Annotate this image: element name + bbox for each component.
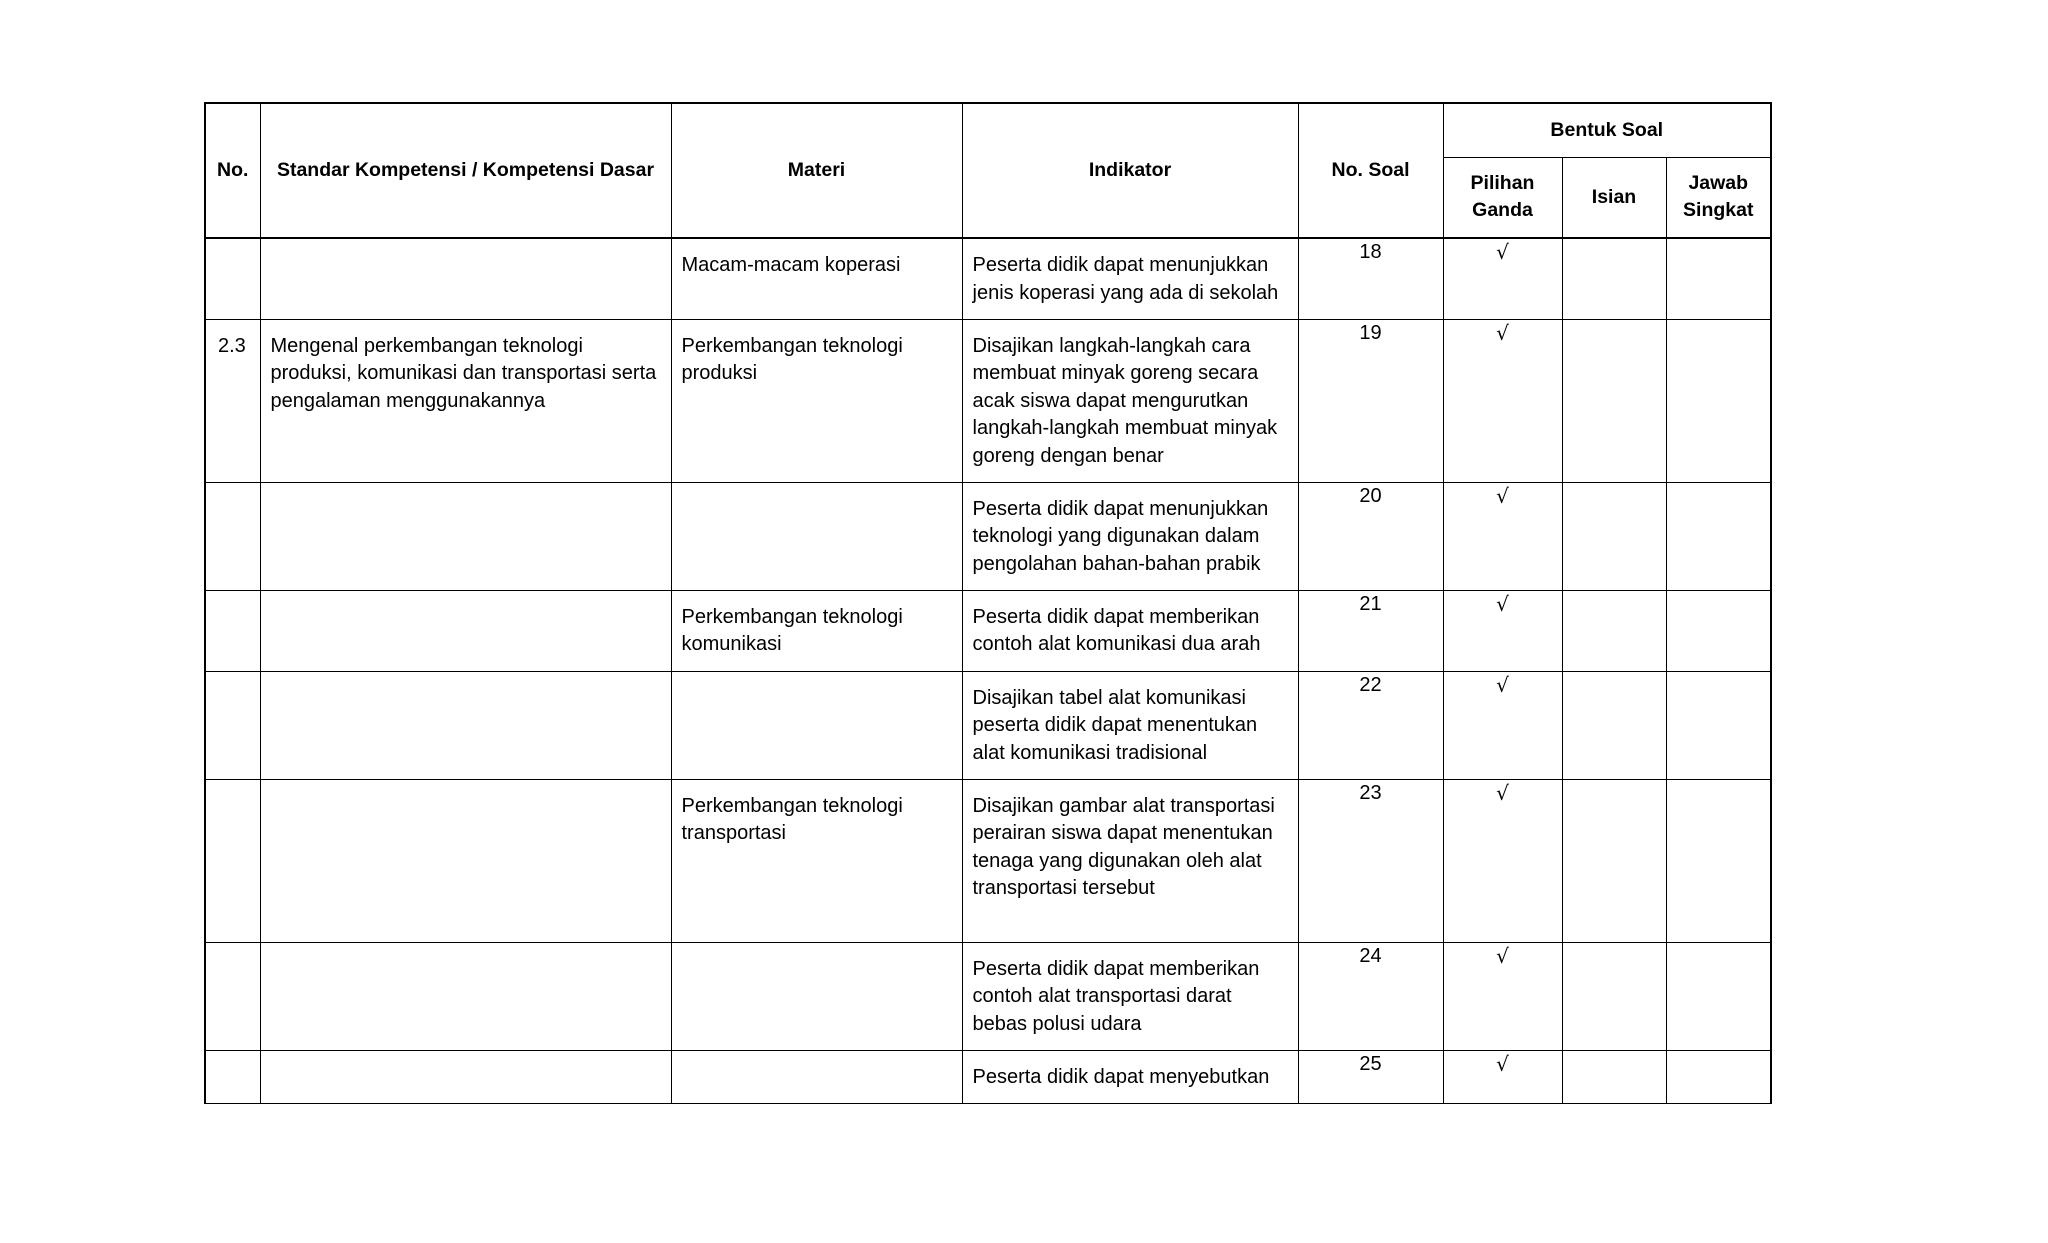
cell-isian [1562,942,1666,1050]
cell-kompetensi-dasar [260,482,671,590]
cell-no [205,319,260,482]
cell-kompetensi-dasar [260,779,671,942]
cell-kompetensi-dasar-text [261,591,671,614]
cell-materi-text: Perkembangan teknologi produksi [681,334,903,384]
cell-materi [671,590,962,671]
table-header [205,103,1771,238]
cell-kompetensi-dasar-text [261,483,671,506]
cell-no-soal [1298,238,1443,319]
cell-materi-text [672,1051,962,1074]
cell-kompetensi-dasar-text [261,780,671,803]
cell-no-soal-text: 22 [1359,673,1382,696]
cell-indikator [962,482,1298,590]
cell-indikator-text: Peserta didik dapat menunjukkan jenis koperasi yang ada di sekolah [972,254,1279,304]
cell-no-text [206,780,260,803]
cell-pilihan-ganda-check-text: √ [1496,1051,1509,1076]
cell-materi-text [672,672,962,695]
cell-no [205,482,260,590]
cell-pilihan-ganda-check-text: √ [1496,943,1509,968]
cell-no [205,942,260,1050]
cell-no [205,779,260,942]
cell-isian [1562,1050,1666,1103]
cell-kompetensi-dasar-text [261,672,671,695]
cell-indikator-text: Peserta didik dapat menyebutkan [972,1065,1270,1088]
cell-indikator-text: Disajikan gambar alat transportasi perairan siswa dapat menentukan tenaga yang digunakan oleh alat transportasi tersebut [972,794,1275,899]
cell-indikator-text: Peserta didik dapat menunjukkan teknologi yang digunakan dalam pengolahan bahan-bahan prabik [972,497,1269,575]
header-standar-kompetensi: Standar Kompetensi / Kompetensi Dasar [260,103,671,238]
cell-isian [1562,779,1666,942]
cell-indikator-text: Peserta didik dapat memberikan contoh alat transportasi darat bebas polusi udara [972,957,1260,1035]
cell-indikator-text: Disajikan langkah-langkah cara membuat minyak goreng secara acak siswa dapat mengurutkan langkah-langkah membuat minyak goreng dengan benar [972,334,1278,467]
cell-indikator [962,1050,1298,1103]
cell-pilihan-ganda-check [1443,238,1562,319]
cell-pilihan-ganda-check-text: √ [1496,780,1509,805]
cell-no-soal [1298,1050,1443,1103]
cell-no-soal [1298,779,1443,942]
cell-isian [1562,482,1666,590]
cell-kompetensi-dasar-text [261,239,671,262]
cell-jawab-singkat [1666,942,1771,1050]
cell-jawab-singkat [1666,590,1771,671]
cell-materi [671,238,962,319]
cell-no-text [206,483,260,506]
cell-indikator [962,238,1298,319]
table-body [205,238,1771,1103]
header-no: No. [205,103,260,238]
cell-pilihan-ganda-check [1443,671,1562,779]
cell-indikator [962,590,1298,671]
cell-materi [671,1050,962,1103]
table-row [205,482,1771,590]
cell-kompetensi-dasar [260,319,671,482]
table-row [205,319,1771,482]
cell-materi-text: Perkembangan teknologi transportasi [681,794,903,844]
cell-no-text [206,1051,260,1074]
cell-no-soal-text: 19 [1359,321,1382,344]
cell-isian [1562,671,1666,779]
cell-indikator-text: Disajikan tabel alat komunikasi peserta didik dapat menentukan alat komunikasi tradisional [972,686,1258,764]
cell-no [205,1050,260,1103]
cell-no-text [206,239,260,262]
cell-no-text [206,591,260,614]
cell-pilihan-ganda-check-text: √ [1496,240,1509,264]
cell-kompetensi-dasar-text: Mengenal perkembangan teknologi produksi, komunikasi dan transportasi serta pengalaman menggunakannya [270,334,657,412]
cell-indikator [962,779,1298,942]
cell-no-soal-text: 20 [1359,484,1382,507]
cell-jawab-singkat [1666,319,1771,482]
header-bentuk-soal: Bentuk Soal [1443,103,1771,157]
cell-materi [671,779,962,942]
cell-pilihan-ganda-check [1443,590,1562,671]
header-no-soal: No. Soal [1298,103,1443,238]
table-row [205,1050,1771,1103]
cell-kompetensi-dasar-text [261,943,671,966]
cell-indikator [962,942,1298,1050]
table-row [205,671,1771,779]
header-isian: Isian [1562,157,1666,238]
header-pilihan-ganda: Pilihan Ganda [1443,157,1562,238]
header-jawab-singkat: Jawab Singkat [1666,157,1771,238]
cell-materi-text: Macam-macam koperasi [681,254,901,276]
cell-jawab-singkat [1666,1050,1771,1103]
cell-indikator [962,319,1298,482]
table-row [205,590,1771,671]
cell-no [205,238,260,319]
cell-pilihan-ganda-check [1443,942,1562,1050]
cell-pilihan-ganda-check [1443,482,1562,590]
cell-no [205,590,260,671]
table-row [205,238,1771,319]
cell-indikator [962,671,1298,779]
cell-no-text [206,943,260,966]
cell-jawab-singkat [1666,779,1771,942]
table-row [205,942,1771,1050]
cell-isian [1562,319,1666,482]
cell-indikator-text: Peserta didik dapat memberikan contoh alat komunikasi dua arah [972,605,1261,655]
cell-pilihan-ganda-check [1443,319,1562,482]
cell-kompetensi-dasar [260,590,671,671]
cell-no-soal-text: 21 [1359,592,1382,615]
cell-no-text: 2.3 [218,334,246,357]
cell-materi [671,671,962,779]
cell-jawab-singkat [1666,671,1771,779]
cell-pilihan-ganda-check-text: √ [1496,591,1509,616]
cell-no-soal [1298,482,1443,590]
cell-materi [671,942,962,1050]
cell-kompetensi-dasar-text [261,1051,671,1074]
cell-no-soal [1298,942,1443,1050]
header-indikator: Indikator [962,103,1298,238]
cell-materi [671,482,962,590]
cell-materi-text [672,943,962,966]
cell-kompetensi-dasar [260,238,671,319]
cell-pilihan-ganda-check-text: √ [1496,483,1509,508]
cell-pilihan-ganda-check-text: √ [1496,672,1509,697]
cell-no-soal-text: 23 [1359,781,1382,804]
cell-jawab-singkat [1666,482,1771,590]
cell-kompetensi-dasar [260,671,671,779]
cell-no-soal [1298,590,1443,671]
cell-kompetensi-dasar [260,1050,671,1103]
cell-materi [671,319,962,482]
header-materi: Materi [671,103,962,238]
cell-isian [1562,238,1666,319]
cell-isian [1562,590,1666,671]
cell-jawab-singkat [1666,238,1771,319]
cell-no-text [206,672,260,695]
cell-no-soal-text: 18 [1359,241,1382,263]
cell-no [205,671,260,779]
table-row [205,779,1771,942]
kisi-kisi-table [204,102,1772,1104]
cell-pilihan-ganda-check-text: √ [1496,320,1509,345]
cell-kompetensi-dasar [260,942,671,1050]
cell-pilihan-ganda-check [1443,779,1562,942]
cell-no-soal [1298,671,1443,779]
cell-pilihan-ganda-check [1443,1050,1562,1103]
cell-no-soal-text: 24 [1359,944,1382,967]
cell-no-soal-text: 25 [1359,1052,1382,1075]
cell-materi-text [672,483,962,506]
cell-no-soal [1298,319,1443,482]
cell-materi-text: Perkembangan teknologi komunikasi [681,605,903,655]
